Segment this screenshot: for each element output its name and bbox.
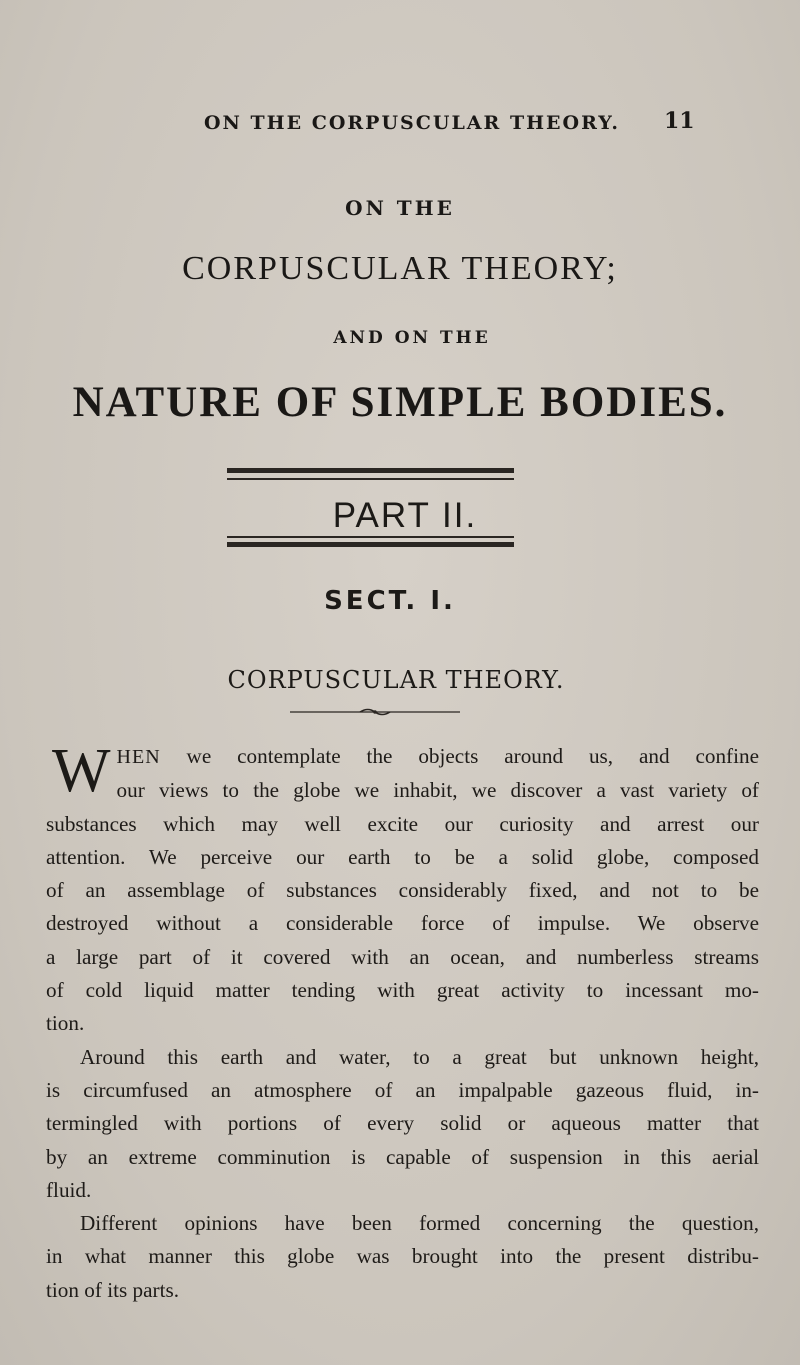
text-line: in what manner this globe was brought into the present distribu- bbox=[46, 1244, 759, 1269]
title-line-2: CORPUSCULAR THEORY; bbox=[182, 250, 618, 287]
rule-top-thin bbox=[227, 478, 514, 480]
paragraph-3 bbox=[46, 1207, 759, 1307]
running-head: ON THE CORPUSCULAR THEORY. bbox=[204, 112, 621, 134]
rule-bottom-thin bbox=[227, 536, 514, 538]
text-line: of an assemblage of substances considerably fixed, and not to be bbox=[46, 878, 759, 903]
section-heading: SECT. I. bbox=[324, 586, 456, 616]
text-line: HEN we contemplate the objects around us, and confine bbox=[116, 744, 759, 768]
lead-small-caps: HEN bbox=[116, 746, 161, 768]
section-title: CORPUSCULAR THEORY. bbox=[227, 666, 565, 694]
rule-bottom-thick bbox=[227, 542, 514, 547]
text-line: is circumfused an atmosphere of an impalpable gazeous fluid, in- bbox=[46, 1077, 759, 1102]
title-line-1: ON THE bbox=[345, 196, 455, 220]
text-line: destroyed without a considerable force of impulse. We observe bbox=[46, 911, 759, 936]
page-number: 11 bbox=[664, 108, 695, 134]
paragraph-2 bbox=[46, 1041, 759, 1207]
text-line: termingled with portions of every solid or aqueous matter that bbox=[46, 1111, 759, 1136]
text-line: substances which may well excite our curiosity and arrest our bbox=[46, 811, 759, 836]
text-line: Different opinions have been formed concerning the question, bbox=[80, 1211, 759, 1236]
text-line: tion of its parts. bbox=[46, 1277, 180, 1302]
text-line: of cold liquid matter tending with great activity to incessant mo- bbox=[46, 978, 759, 1003]
text-line: our views to the globe we inhabit, we discover a vast variety of bbox=[116, 778, 759, 803]
title-line-4: NATURE OF SIMPLE BODIES. bbox=[72, 379, 728, 426]
text-line: a large part of it covered with an ocean, and numberless streams bbox=[46, 944, 759, 969]
text-line: by an extreme comminution is capable of suspension in this aerial bbox=[46, 1144, 759, 1169]
text-line: tion. bbox=[46, 1011, 85, 1036]
part-heading: PART II. bbox=[332, 496, 478, 535]
text-line: fluid. bbox=[46, 1177, 92, 1202]
text-line: Around this earth and water, to a great but unknown height, bbox=[80, 1044, 759, 1069]
drop-cap: W bbox=[52, 737, 111, 805]
paragraph-1 bbox=[46, 737, 759, 1041]
rule-top-thick bbox=[227, 468, 514, 473]
ornament-rule bbox=[290, 707, 460, 717]
title-line-3: AND ON THE bbox=[333, 328, 491, 348]
body-text bbox=[46, 737, 759, 1307]
text-line: attention. We perceive our earth to be a solid globe, composed bbox=[46, 844, 759, 869]
